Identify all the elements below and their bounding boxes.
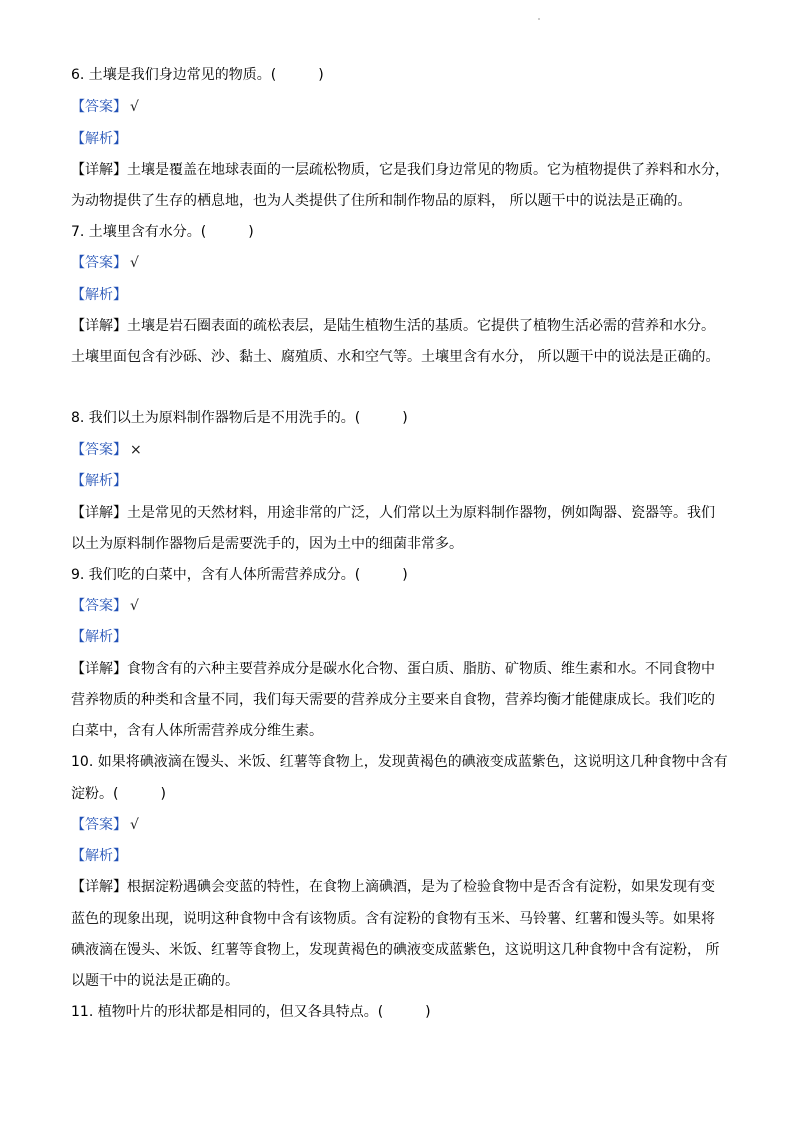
analysis-tag: 【解析】 bbox=[71, 629, 127, 645]
answer-6 bbox=[71, 97, 139, 117]
answer-10 bbox=[71, 815, 139, 835]
question-6: 6. 土壤是我们身边常见的物质。( ) bbox=[71, 67, 324, 83]
detail-10-line-4: 以题干中的说法是正确的。 bbox=[71, 973, 239, 989]
detail-tag: 【详解】 bbox=[71, 879, 127, 895]
analysis-tag: 【解析】 bbox=[71, 131, 127, 147]
question-9: 9. 我们吃的白菜中，含有人体所需营养成分。( ) bbox=[71, 567, 408, 583]
answer-tag: 【答案】 bbox=[71, 255, 127, 271]
analysis-10 bbox=[71, 846, 127, 866]
detail-8-line-1 bbox=[71, 503, 715, 523]
detail-text: 土壤是覆盖在地球表面的一层疏松物质，它是我们身边常见的物质。它为植物提供了养料和水分， bbox=[127, 162, 729, 178]
answer-mark: × bbox=[130, 442, 142, 458]
answer-mark: √ bbox=[130, 255, 139, 271]
answer-tag: 【答案】 bbox=[71, 99, 127, 115]
answer-tag: 【答案】 bbox=[71, 817, 127, 833]
detail-text: 土是常见的天然材料，用途非常的广泛，人们常以土为原料制作器物，例如陶器、瓷器等。我们 bbox=[127, 505, 715, 521]
detail-8-line-2: 以土为原料制作器物后是需要洗手的，因为土中的细菌非常多。 bbox=[71, 536, 463, 552]
analysis-tag: 【解析】 bbox=[71, 287, 127, 303]
detail-9-line-1 bbox=[71, 659, 715, 679]
detail-6-line-2: 为动物提供了生存的栖息地，也为人类提供了住所和制作物品的原料， 所以题干中的说法是正确的。 bbox=[71, 193, 692, 209]
detail-tag: 【详解】 bbox=[71, 318, 127, 334]
detail-6-line-1 bbox=[71, 160, 729, 180]
question-7: 7. 土壤里含有水分。( ) bbox=[71, 224, 254, 240]
analysis-tag: 【解析】 bbox=[71, 473, 127, 489]
question-10-line-1: 10. 如果将碘液滴在馒头、米饭、红薯等食物上，发现黄褐色的碘液变成蓝紫色，这说明这几种食物中含有 bbox=[71, 754, 728, 770]
detail-10-line-2: 蓝色的现象出现，说明这种食物中含有该物质。含有淀粉的食物有玉米、马铃薯、红薯和馒头等。如果将 bbox=[71, 911, 715, 927]
answer-mark: √ bbox=[130, 817, 139, 833]
analysis-7 bbox=[71, 285, 127, 305]
answer-9 bbox=[71, 596, 139, 616]
analysis-6 bbox=[71, 129, 127, 149]
analysis-tag: 【解析】 bbox=[71, 848, 127, 864]
detail-text: 食物含有的六种主要营养成分是碳水化合物、蛋白质、脂肪、矿物质、维生素和水。不同食物中 bbox=[127, 661, 715, 677]
detail-text: 土壤是岩石圈表面的疏松表层，是陆生植物生活的基质。它提供了植物生活必需的营养和水分。 bbox=[127, 318, 715, 334]
answer-7 bbox=[71, 253, 139, 273]
detail-10-line-1 bbox=[71, 877, 715, 897]
detail-tag: 【详解】 bbox=[71, 505, 127, 521]
detail-9-line-2: 营养物质的种类和含量不同，我们每天需要的营养成分主要来自食物，营养均衡才能健康成长。我们吃的 bbox=[71, 692, 715, 708]
detail-7-line-1 bbox=[71, 316, 715, 336]
analysis-9 bbox=[71, 627, 127, 647]
question-11: 11. 植物叶片的形状都是相同的，但又各具特点。( ) bbox=[71, 1004, 431, 1020]
question-8: 8. 我们以土为原料制作器物后是不用洗手的。( ) bbox=[71, 410, 408, 426]
detail-9-line-3: 白菜中，含有人体所需营养成分维生素。 bbox=[71, 723, 323, 739]
detail-tag: 【详解】 bbox=[71, 162, 127, 178]
detail-text: 根据淀粉遇碘会变蓝的特性，在食物上滴碘酒，是为了检验食物中是否含有淀粉，如果发现有变 bbox=[127, 879, 715, 895]
answer-mark: √ bbox=[130, 99, 139, 115]
detail-10-line-3: 碘液滴在馒头、米饭、红薯等食物上，发现黄褐色的碘液变成蓝紫色，这说明这几种食物中含有淀粉， 所 bbox=[71, 942, 720, 958]
question-10-line-2: 淀粉。( ) bbox=[71, 786, 166, 802]
answer-8 bbox=[71, 440, 142, 460]
detail-tag: 【详解】 bbox=[71, 661, 127, 677]
answer-tag: 【答案】 bbox=[71, 598, 127, 614]
header-dot bbox=[538, 18, 540, 20]
analysis-8 bbox=[71, 471, 127, 491]
answer-mark: √ bbox=[130, 598, 139, 614]
detail-7-line-2: 土壤里面包含有沙砾、沙、黏土、腐殖质、水和空气等。土壤里含有水分， 所以题干中的说法是正确的。 bbox=[71, 349, 720, 365]
answer-tag: 【答案】 bbox=[71, 442, 127, 458]
